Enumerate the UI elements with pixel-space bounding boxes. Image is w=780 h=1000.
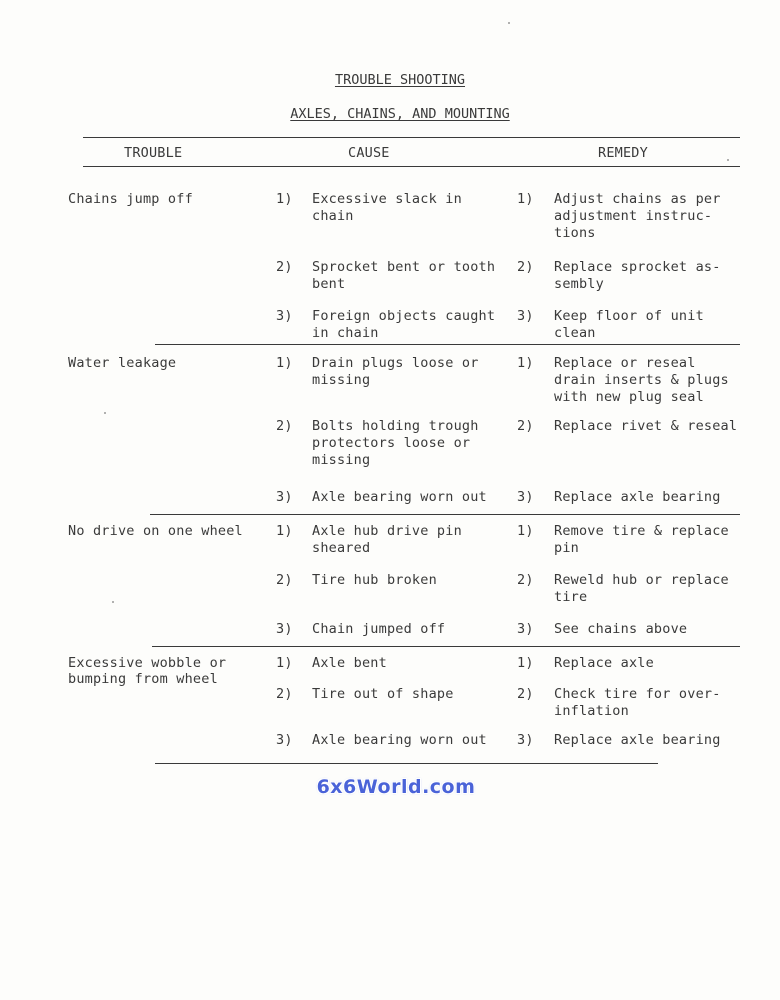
cause-number: 3) — [276, 308, 293, 324]
scan-speck — [727, 159, 729, 161]
scan-speck — [104, 412, 106, 414]
remedy-number: 1) — [517, 523, 534, 539]
remedy-text: inflation — [554, 703, 629, 719]
cause-text: Axle bearing worn out — [312, 732, 487, 748]
scan-speck — [112, 601, 114, 603]
remedy-text: pin — [554, 540, 579, 556]
remedy-number: 2) — [517, 686, 534, 702]
cause-text: Sprocket bent or tooth — [312, 259, 496, 275]
cause-text: Axle hub drive pin — [312, 523, 462, 539]
remedy-text: Keep floor of unit — [554, 308, 704, 324]
cause-text: chain — [312, 208, 354, 224]
section-divider-rule — [155, 763, 658, 764]
scan-speck — [508, 22, 510, 24]
cause-number: 1) — [276, 191, 293, 207]
remedy-text: sembly — [554, 276, 604, 292]
document-title: TROUBLE SHOOTING — [334, 72, 466, 88]
cause-number: 2) — [276, 259, 293, 275]
cause-text: Axle bearing worn out — [312, 489, 487, 505]
cause-text: Chain jumped off — [312, 621, 446, 637]
cause-text: Axle bent — [312, 655, 387, 671]
remedy-text: clean — [554, 325, 596, 341]
remedy-number: 2) — [517, 259, 534, 275]
remedy-number: 3) — [517, 732, 534, 748]
document-subtitle: AXLES, CHAINS, AND MOUNTING — [290, 106, 510, 122]
trouble-text: Chains jump off — [68, 191, 193, 207]
watermark: 6x6World.com — [316, 776, 476, 798]
remedy-text: Replace axle — [554, 655, 654, 671]
remedy-text: Remove tire & replace — [554, 523, 729, 539]
remedy-text: Replace or reseal — [554, 355, 696, 371]
remedy-text: Reweld hub or replace — [554, 572, 729, 588]
remedy-text: Replace axle bearing — [554, 489, 721, 505]
cause-text: Bolts holding trough — [312, 418, 479, 434]
header-remedy: REMEDY — [598, 145, 648, 161]
cause-text: sheared — [312, 540, 371, 556]
cause-number: 3) — [276, 732, 293, 748]
remedy-number: 3) — [517, 308, 534, 324]
remedy-number: 2) — [517, 572, 534, 588]
cause-text: protectors loose or — [312, 435, 471, 451]
remedy-number: 2) — [517, 418, 534, 434]
remedy-text: drain inserts & plugs — [554, 372, 729, 388]
remedy-number: 1) — [517, 191, 534, 207]
header-trouble: TROUBLE — [124, 145, 183, 161]
remedy-number: 1) — [517, 655, 534, 671]
remedy-text: Replace sprocket as- — [554, 259, 721, 275]
section-divider-rule — [155, 344, 740, 345]
cause-text: Tire out of shape — [312, 686, 454, 702]
header-cause: CAUSE — [348, 145, 390, 161]
remedy-text: Adjust chains as per — [554, 191, 721, 207]
cause-text: bent — [312, 276, 346, 292]
header-top-rule — [83, 137, 740, 138]
section-divider-rule — [150, 514, 740, 515]
cause-number: 1) — [276, 655, 293, 671]
cause-number: 2) — [276, 418, 293, 434]
cause-number: 2) — [276, 686, 293, 702]
remedy-number: 1) — [517, 355, 534, 371]
cause-text: Tire hub broken — [312, 572, 437, 588]
cause-text: in chain — [312, 325, 379, 341]
remedy-text: adjustment instruc- — [554, 208, 713, 224]
header-bottom-rule — [83, 166, 740, 167]
cause-text: missing — [312, 372, 371, 388]
cause-number: 3) — [276, 489, 293, 505]
trouble-text: Excessive wobble or — [68, 655, 227, 671]
cause-number: 1) — [276, 355, 293, 371]
cause-text: missing — [312, 452, 371, 468]
trouble-text: bumping from wheel — [68, 671, 218, 687]
remedy-number: 3) — [517, 621, 534, 637]
remedy-text: Replace axle bearing — [554, 732, 721, 748]
cause-number: 3) — [276, 621, 293, 637]
trouble-text: Water leakage — [68, 355, 177, 371]
cause-number: 1) — [276, 523, 293, 539]
remedy-text: Replace rivet & reseal — [554, 418, 738, 434]
trouble-text: No drive on one wheel — [68, 523, 243, 539]
section-divider-rule — [152, 646, 740, 647]
remedy-text: with new plug seal — [554, 389, 704, 405]
cause-number: 2) — [276, 572, 293, 588]
remedy-number: 3) — [517, 489, 534, 505]
remedy-text: Check tire for over- — [554, 686, 721, 702]
remedy-text: tire — [554, 589, 588, 605]
remedy-text: tions — [554, 225, 596, 241]
remedy-text: See chains above — [554, 621, 688, 637]
cause-text: Excessive slack in — [312, 191, 462, 207]
cause-text: Foreign objects caught — [312, 308, 496, 324]
cause-text: Drain plugs loose or — [312, 355, 479, 371]
